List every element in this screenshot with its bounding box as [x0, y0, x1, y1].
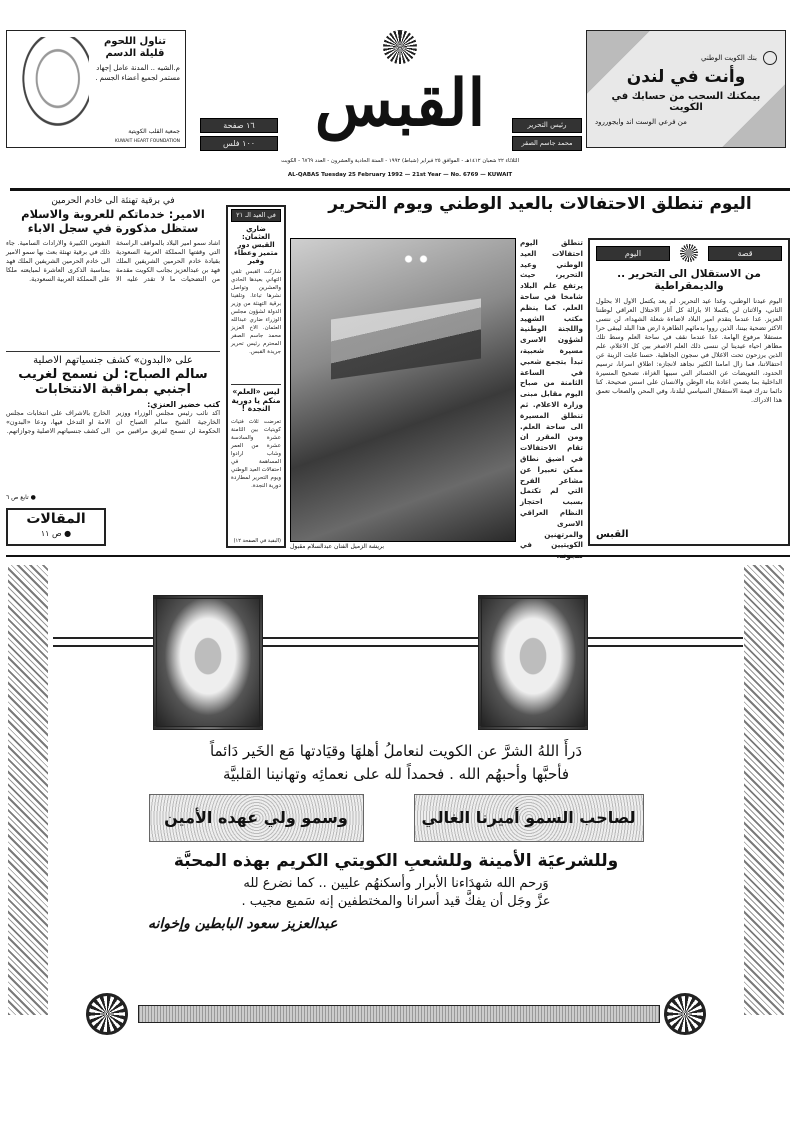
- bank-name: بنك الكويت الوطني: [700, 54, 757, 63]
- editor-label: رئيس التحرير: [512, 118, 582, 133]
- bank-ad-headline: وأنت في لندن: [626, 67, 746, 88]
- floral-border-right-icon: [744, 565, 784, 1015]
- left-headline: الامير: خدماتكم للعروبة والاسلام ستظل مذكورة في سجل الاباء: [21, 207, 205, 235]
- editorial-headline: من الاستقلال الى التحرير .. والديمقراطية: [617, 268, 761, 293]
- editorial-box: [588, 238, 790, 546]
- middle-continued: (البقية في الصفحة ١٢): [233, 538, 281, 544]
- articles-title: المقالات: [26, 511, 86, 527]
- rooster-illustration-icon: [11, 37, 89, 141]
- ad-org-ar: جمعية القلب الكويتية: [128, 128, 180, 135]
- left-body: اشاد سمو امير البلاد بالمواقف الراسخة التي وقفتها المملكة العربية السعودية بقيادة خادم الحرمين الشريفين الملك فهد بن عبدالعزيز بجانب الكويت مقدمة من التضحيات ما لا تقدر عليه الا النفوس الكبيرة والارادات السامية. جاء ذلك في برقية تهنئة بعث بها سمو الامير الى خادم الحرمين الشريفين الملك فهد بمناسبة الذكرى العاشرة لمبايعته ملكا على المملكة العربية السعودية.: [6, 238, 220, 283]
- sun-emblem-icon: [680, 244, 698, 262]
- middle-body-2: تعرضت ثلاث فتيات كويتيات بين الثامنة عشرة والسادسة عشرة من العمر وشاب ارادوا المساهمة في احتفالات العيد الوطني ويوم التحرير لمطاردة دورية النجدة.: [231, 419, 281, 490]
- middle-headline-2: ليس «العلم» منكم يا دورية النجدة !: [231, 384, 281, 414]
- greeting-line-2: فأحبَّها وأحبهُم الله . فحمداً لله على نعمائِه وتهانينا القلبيَّة: [222, 765, 570, 784]
- newspaper-logo: [290, 30, 510, 152]
- price: ١٠٠ فلس: [200, 136, 278, 151]
- plaque-emir: لصاحب السمو أميرنا الغالي: [414, 794, 644, 842]
- middle-body: شاركت القبس تلقي التهاني بعيدها الحادي والعشرين وتواصل نشرها تباعا. وتلقينا برقية التهنئة من وزير الدولة لشؤون مجلس الوزراء ضاري عبدالله العثمان. الاخ العزيز محمد جاسم الصقر المحترم رئيس تحرير جريدة القبس.: [231, 269, 281, 356]
- photo-caption: بريشة الزميل الفنان عبدالسلام مقبول: [290, 543, 384, 550]
- doves-icon: [401, 254, 431, 264]
- flag-shape-icon: [331, 298, 481, 379]
- editorial-label-left: اليوم: [596, 246, 670, 261]
- story2-byline: كتب خضير العنزي:: [147, 400, 220, 410]
- articles-page: ● ص ١١: [40, 529, 72, 538]
- date-line-en: AL-QABAS Tuesday 25 February 1992 — 21st Year — No. 6769 — KUWAIT: [287, 172, 513, 178]
- greeting-line-1: دَرأَ اللهُ الشرَّ عن الكويت لنعاملُ أهلهَا وقيَادتها مَع الخَير دَائماً: [209, 742, 583, 760]
- editor-name: محمد جاسم الصقر: [512, 136, 582, 151]
- heart-foundation-ad: [6, 30, 186, 148]
- articles-box[interactable]: [6, 508, 106, 546]
- portrait-crown-prince: [153, 595, 263, 730]
- left-kicker: في برقية تهنئة الى خادم الحرمين: [51, 196, 175, 206]
- greeting-line-5: عزَّ وجَل أن يفكَّ قيد أسرانا والمختطفين إنه سَميع مجيب .: [241, 894, 551, 910]
- ad-title: تناول اللحوم قليلة الدسم: [103, 36, 167, 59]
- page-count: ١٦ صفحة: [200, 118, 278, 133]
- floral-border-left-icon: [8, 565, 48, 1015]
- editorial-body: اليوم عيدنا الوطني، وغدا عيد التحرير. لم يعد يكتمل الاول الا بحلول الثاني، والاثنان لن يكتملا الا بازالة كل آثار الاحتلال العراقي لوطننا العزيز. غدا عندما يتقدم امير البلاد لاضاءة شعلة الشهداء، لن ننسى الاكثر تضحية بيننا، الذين رووا بدمائهم الطاهرة ارض هذا البلد ليبقى حرا مستقلا مرفوع الهامة. غدا عندما نقف في ساحة العلم وسط تلك مظاهر احياء عيدينا لن ننسى ذلك العلم الاصغر بين كل الاعلام، علم الذين يرزحون تحت الاغلال في سجون الجاهلية. حسنا غابت الزينة عن احتفالاتنا، فما زال امامنا الكثير نجاهد لانجازه: اطلاق اسرانا، ترسيم الحدود، التعويضات عن الخسائر التي سببها الغزاة، تصحيح المسيرة الداخلية بما يضمن اعادة بناء الوطن والانسان على اسس صحيحة. كنا دائما ندرك قيمة الاستقلال السياسي لبلدنا، وفي المحن والصعاب تعمق هذا الادراك.: [596, 297, 782, 405]
- ad-text: م.الشيه .. المدنة عامل إجهاد مستمر لجميع أعضاء الجسم .: [95, 64, 180, 82]
- plaque-crown-prince: وسمو ولي عهده الأمين: [149, 794, 364, 842]
- camel-logo-icon: [763, 51, 777, 65]
- rosette-left-icon: [86, 993, 128, 1035]
- story2-body: اكد نائب رئيس مجلس الوزراء ووزير الخارجية الشيخ سالم الصباح ان الحكومة لن تسمح لفريق مراقبين من الخارج بالاشراف على انتخابات مجلس الامة او التدخل فيها، ودعا «البدون» الى كشف جنسياتهم الاصلية وجوازاتهم.: [6, 409, 220, 436]
- side-column-body: تنطلق اليوم احتفالات العيد الوطني وعيد التحرير، حيث يرتفع علم البلاد شامخا في ساحة العلم. كما ينظم مكتب الشهيد واللجنة الوطنية لشؤون الاسرى مسيرة شعبية، تبدأ بتجمع شعبي في الساعة الثامنة من صباح اليوم مقابل مبنى وزارة الاعلام. ثم تنطلق المسيرة الى ساحة العلم. ومن المقرر ان تقام الاحتفالات في اضيق نطاق ممكن تعبيرا عن مشاعر الفرح التي لم تكتمل بسبب احتجاز النظام العراقي الاسرى والمرتهنين الكويتيين في: [520, 238, 583, 550]
- greeting-signature: عبدالعزيز سعود البابطين وإخوانه: [148, 916, 338, 933]
- greeting-ad: [8, 565, 784, 1055]
- editorial-signature: القبس: [596, 529, 629, 540]
- story2-kicker: على «البدون» كشف جنسياتهم الاصلية: [6, 351, 220, 367]
- bottom-ornament-bar: [138, 1005, 660, 1023]
- section-rule: [6, 555, 790, 557]
- left-column: [6, 196, 220, 502]
- rosette-right-icon: [664, 993, 706, 1035]
- greeting-text-stack: [88, 743, 704, 995]
- editorial-label-right: قصة: [708, 246, 782, 261]
- editor-boxes: [512, 118, 582, 151]
- portrait-emir: [478, 595, 588, 730]
- plaques-row: [149, 794, 644, 842]
- story2-headline: سالم الصباح: لن نسمح لغريب اجنبي بمراقبة الانتخابات: [18, 367, 208, 398]
- info-boxes: [200, 118, 278, 151]
- middle-box-title: في العيد الـ ٢١: [231, 209, 281, 222]
- bank-ad: [586, 30, 786, 148]
- continued-note: ● تابع ص ٦: [6, 494, 36, 501]
- sun-emblem-icon: [383, 30, 417, 64]
- ad-org-en: KUWAIT HEART FOUNDATION: [114, 139, 180, 144]
- main-headline: اليوم تنطلق الاحتفالات بالعيد الوطني ويوم التحرير: [328, 194, 752, 214]
- liberation-painting: [290, 238, 516, 542]
- bank-ad-sub: بيمكنك السحب من حسابك في الكويت: [611, 90, 761, 114]
- greeting-line-4: وَرحم الله شهدَاءنا الأبرار وأسكنهُم عليين .. كما نضرع لله: [243, 876, 549, 892]
- date-line-ar: الثلاثاء ٢٢ شعبان ١٤١٢هـ - الموافق ٢٥ فبراير (شباط) ١٩٩٢ - السنة الحادية والعشرون - العدد ٦٧٦٩ - الكويت: [281, 158, 519, 164]
- bank-ad-branch: من فرعي الوست اند وايجوررود: [595, 117, 687, 126]
- ad-text-stack: [90, 36, 180, 144]
- greeting-line-3: وللشرعيَة الأمينة وللشعبِ الكويتي الكريم بهذه المحبَّة: [173, 850, 619, 871]
- middle-headline: ضاري العثمان: القبس دور متميز وعطاء وفير: [234, 225, 278, 266]
- middle-column: [226, 205, 286, 548]
- logo-text: القبس: [314, 66, 486, 141]
- masthead-rule: [10, 188, 790, 191]
